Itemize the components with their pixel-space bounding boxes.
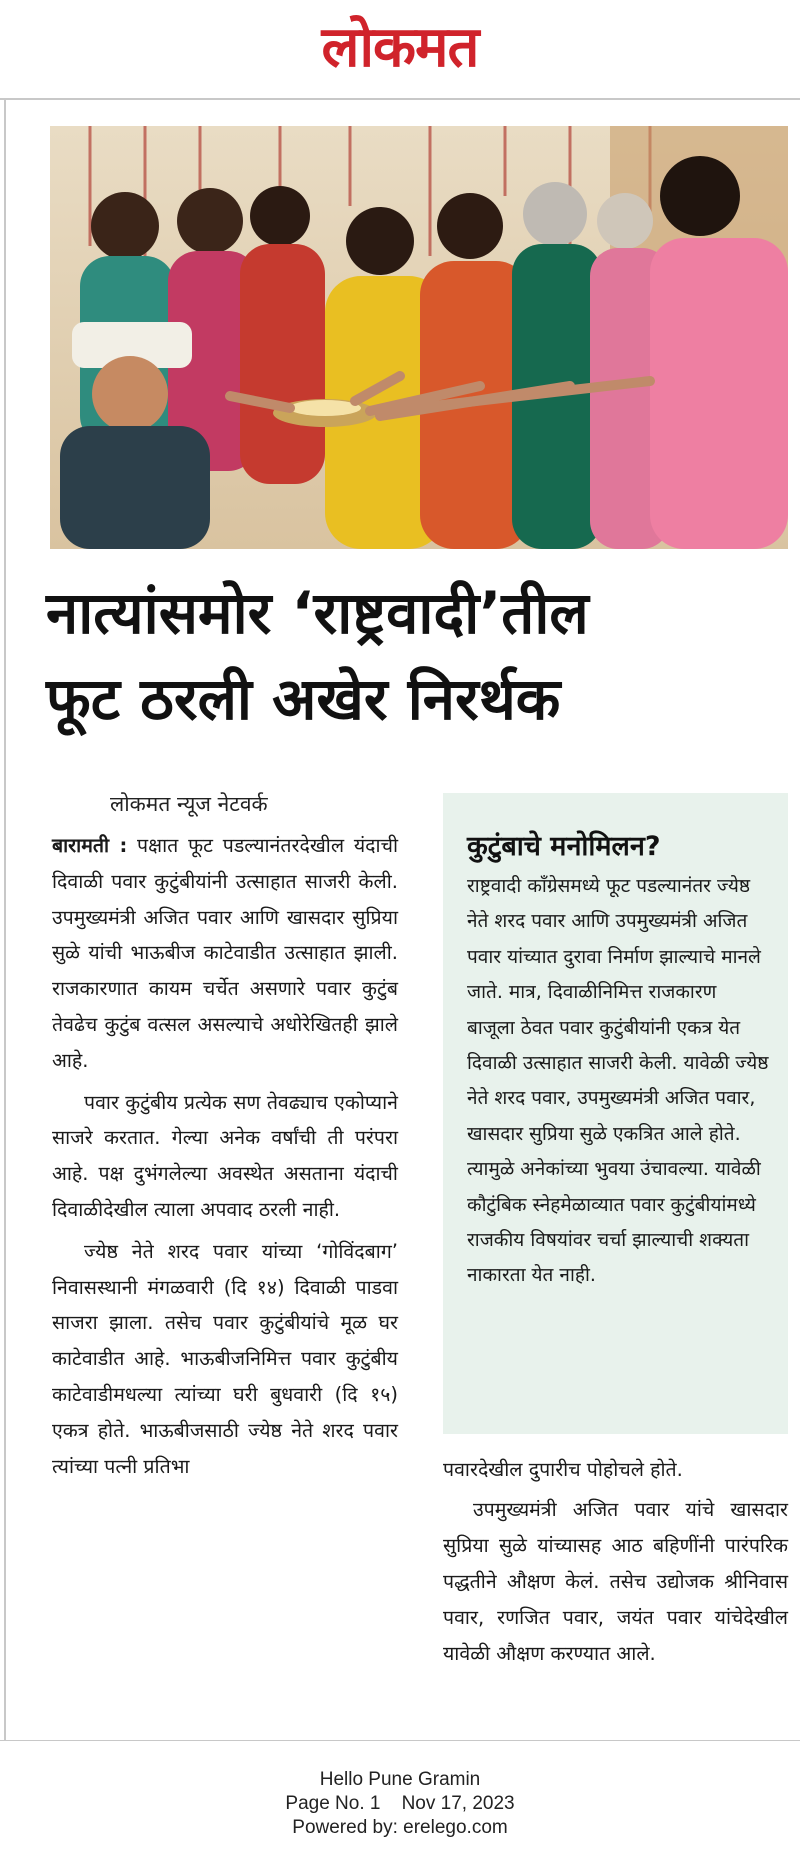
article-paragraph: ज्येष्ठ नेते शरद पवार यांच्या ‘गोविंदबाग’ निवासस्थानी मंगळवारी (दि १४) दिवाळी पाडवा साजरा झाला. तसेच पवार कुटुंबीयांचे मूळ घर काटेवाडीत आहे. भाऊबीजनिमित्त पवार कुटुंबीय काटेवाडीमधल्या त्यांच्या घरी बुधवारी (दि १५) एकत्र होते. भाऊबीजसाठी ज्येष्ठ नेते शरद पवार त्यांच्या पत्नी प्रतिभा — [52, 1239, 398, 1478]
sidebar-box — [443, 793, 788, 1434]
headline-line-2: फूट ठरली अखेर निरर्थक — [46, 665, 561, 733]
article-right-column — [443, 1452, 788, 1676]
page-footer — [0, 1768, 800, 1840]
sidebar-title: कुटुंबाचे मनोमिलन? — [467, 831, 661, 862]
article-left-column — [52, 828, 398, 1490]
article-paragraph: उपमुख्यमंत्री अजित पवार यांचे खासदार सुप्रिया सुळे यांच्यासह आठ बहिणींनी पारंपरिक पद्धतीने औक्षण केलं. तसेच उद्योजक श्रीनिवास पवार, रणजित पवार, जयंत पवार यांचेदेखील यावेळी औक्षण करण्यात आले. — [443, 1498, 788, 1665]
left-column-rule — [4, 100, 6, 1740]
sidebar-body: राष्ट्रवादी काँग्रेसमध्ये फूट पडल्यानंतर ज्येष्ठ नेते शरद पवार आणि उपमुख्यमंत्री अजित पवार यांच्यात दुरावा निर्माण झाल्याचे मानले जाते. मात्र, दिवाळीनिमित्त राजकारण बाजूला ठेवत पवार कुटुंबीयांनी एकत्र येत दिवाळी उत्साहात साजरी केली. यावेळी ज्येष्ठ नेते शरद पवार, उपमुख्यमंत्री अजित पवार, खासदार सुप्रिया सुळे एकत्रित आले होते. त्यामुळे अनेकांच्या भुवया उंचावल्या. यावेळी कौटुंबिक स्नेहमेळाव्यात पवार कुटुंबीयांमध्ये राजकीय विषयांवर चर्चा झाल्याची शक्यता नाकारता येत नाही. — [467, 875, 769, 1287]
masthead — [0, 0, 800, 100]
footer-rule — [0, 1740, 800, 1741]
article-paragraph: पवार कुटुंबीय प्रत्येक सण तेवढ्याच एकोप्याने साजरे करतात. गेल्या अनेक वर्षांची ती परंपरा आहे. पक्ष दुभंगलेल्या अवस्थेत असताना यंदाची दिवाळीदेखील त्याला अपवाद ठरली नाही. — [52, 1090, 398, 1221]
byline: लोकमत न्यूज नेटवर्क — [110, 792, 268, 816]
paragraph-text: पक्षात फूट पडल्यानंतरदेखील यंदाची दिवाळी पवार कुटुंबीयांनी उत्साहात साजरी केली. उपमुख्यमंत्री अजित पवार आणि खासदार सुप्रिया सुळे यांची भाऊबीज काटेवाडीत उत्साहात झाली. राजकारणात कायम चर्चेत असणारे पवार कुटुंब तेवढेच कुटुंब वत्सल असल्याचे अधोरेखितही झाले आहे. — [52, 834, 398, 1072]
dateline: बारामती : — [52, 834, 128, 857]
article-photo — [50, 126, 788, 549]
footer-page-date: Page No. 1 Nov 17, 2023 — [285, 1793, 515, 1814]
headline — [46, 570, 786, 742]
headline-line-1: नात्यांसमोर ‘राष्ट्रवादी’तील — [46, 579, 589, 647]
newspaper-logo[interactable]: लोकमत — [321, 15, 479, 80]
footer-powered-by[interactable]: Powered by: erelego.com — [292, 1817, 508, 1838]
article-paragraph — [52, 828, 398, 1079]
footer-edition: Hello Pune Gramin — [319, 1769, 481, 1790]
photo-illustration — [50, 126, 788, 549]
article-paragraph: पवारदेखील दुपारीच पोहोचले होते. — [443, 1458, 683, 1481]
